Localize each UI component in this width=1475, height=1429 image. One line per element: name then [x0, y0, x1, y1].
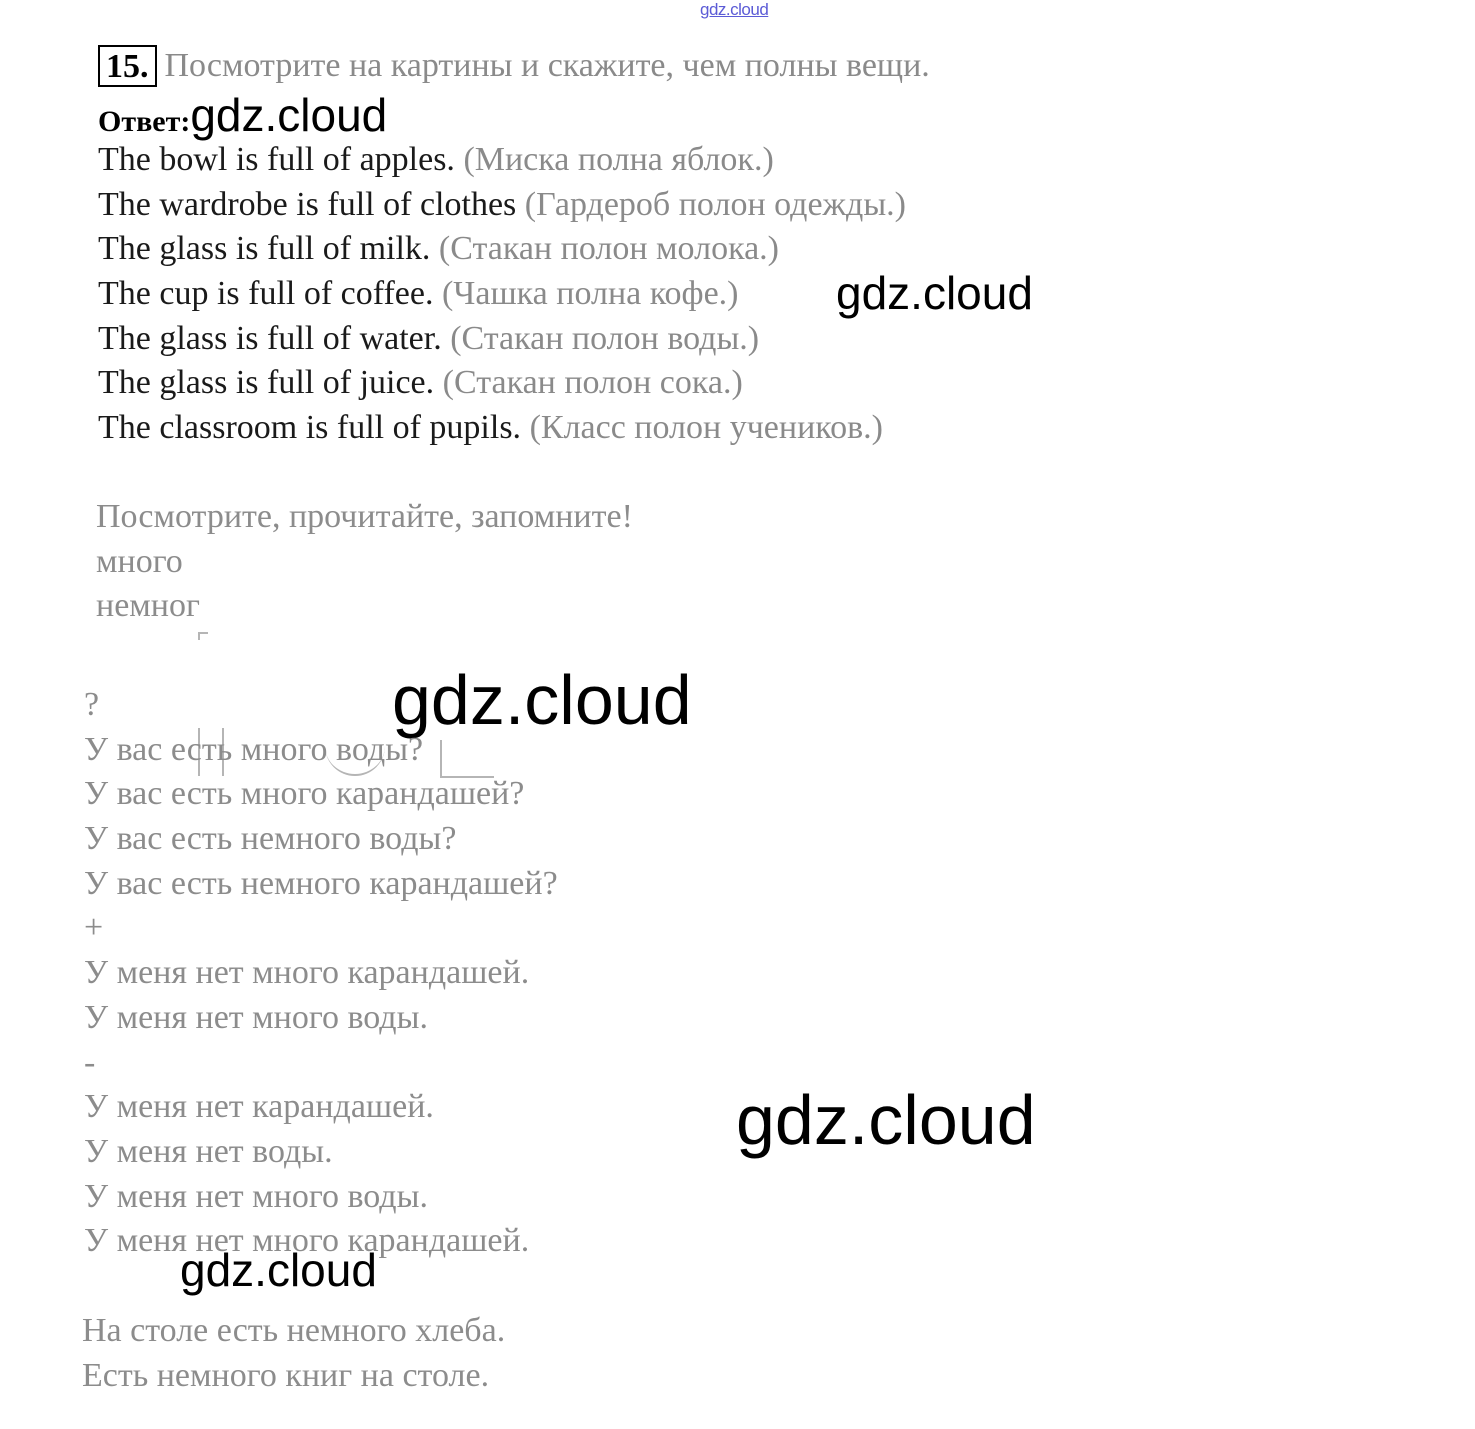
answer-line	[98, 272, 906, 317]
watermark-text: gdz.cloud	[392, 661, 692, 739]
question-block	[84, 683, 558, 1264]
watermark-text: gdz.cloud	[180, 1244, 377, 1296]
answer-english: The glass is full of milk.	[98, 230, 431, 268]
answer-russian: (Стакан полон воды.)	[450, 319, 760, 357]
answer-russian: (Миска полна яблок.)	[463, 141, 774, 178]
answer-list	[98, 138, 906, 451]
plus-line: У меня нет много воды.	[84, 998, 428, 1036]
minus-line: У меня нет много воды.	[84, 1177, 428, 1215]
remember-block	[96, 495, 633, 629]
question-line: У вас есть немного карандашей?	[84, 864, 558, 902]
question-line: У вас есть немного воды?	[84, 820, 457, 858]
remember-title: Посмотрите, прочитайте, запомните!	[96, 498, 633, 535]
site-watermark-link[interactable]: gdz.cloud	[700, 0, 769, 19]
plus-line: У меня нет много карандашей.	[84, 954, 530, 992]
answer-line	[98, 183, 906, 228]
minus-marker: -	[84, 1043, 96, 1081]
remember-item: много	[96, 542, 183, 580]
answer-line	[98, 361, 906, 406]
watermark-text: gdz.cloud	[836, 267, 1033, 319]
answer-line	[98, 406, 906, 451]
answer-russian: (Гардероб полон одежды.)	[524, 185, 907, 223]
remember-item: немног	[96, 587, 200, 625]
answer-english: The bowl is full of apples.	[98, 141, 455, 178]
answer-russian: (Стакан полон молока.)	[438, 230, 779, 268]
answer-label: Ответ:	[98, 105, 191, 138]
answer-row	[98, 88, 387, 142]
task-number: 15.	[98, 45, 157, 87]
final-line: Есть немного книг на столе.	[82, 1356, 490, 1394]
answer-english: The cup is full of coffee.	[98, 275, 434, 313]
answer-russian: (Класс полон учеников.)	[529, 409, 883, 447]
question-marker: ?	[84, 686, 100, 723]
minus-line: У меня нет воды.	[84, 1132, 333, 1170]
question-line: У вас есть много воды?	[84, 730, 424, 768]
answer-line	[98, 227, 906, 272]
plus-marker: +	[84, 909, 104, 947]
question-line: У вас есть много карандашей?	[84, 775, 525, 813]
answer-english: The wardrobe is full of clothes	[98, 185, 517, 223]
final-line: На столе есть немного хлеба.	[82, 1312, 506, 1349]
scan-artifact	[198, 632, 208, 640]
answer-english: The classroom is full of pupils.	[98, 409, 522, 447]
answer-english: The glass is full of water.	[98, 319, 442, 357]
minus-line: У меня нет много карандашей.	[84, 1222, 530, 1260]
answer-line	[98, 138, 906, 183]
task-instruction: Посмотрите на картины и скажите, чем полны вещи.	[164, 47, 930, 84]
answer-line	[98, 317, 906, 362]
answer-english: The glass is full of juice.	[98, 364, 435, 402]
answer-russian: (Чашка полна кофе.)	[441, 275, 739, 313]
task-header	[98, 44, 930, 88]
watermark-text: gdz.cloud	[736, 1081, 1036, 1159]
answer-russian: (Стакан полон сока.)	[442, 364, 743, 402]
final-block	[82, 1309, 505, 1398]
watermark-text: gdz.cloud	[190, 89, 388, 141]
minus-line: У меня нет карандашей.	[84, 1088, 434, 1126]
